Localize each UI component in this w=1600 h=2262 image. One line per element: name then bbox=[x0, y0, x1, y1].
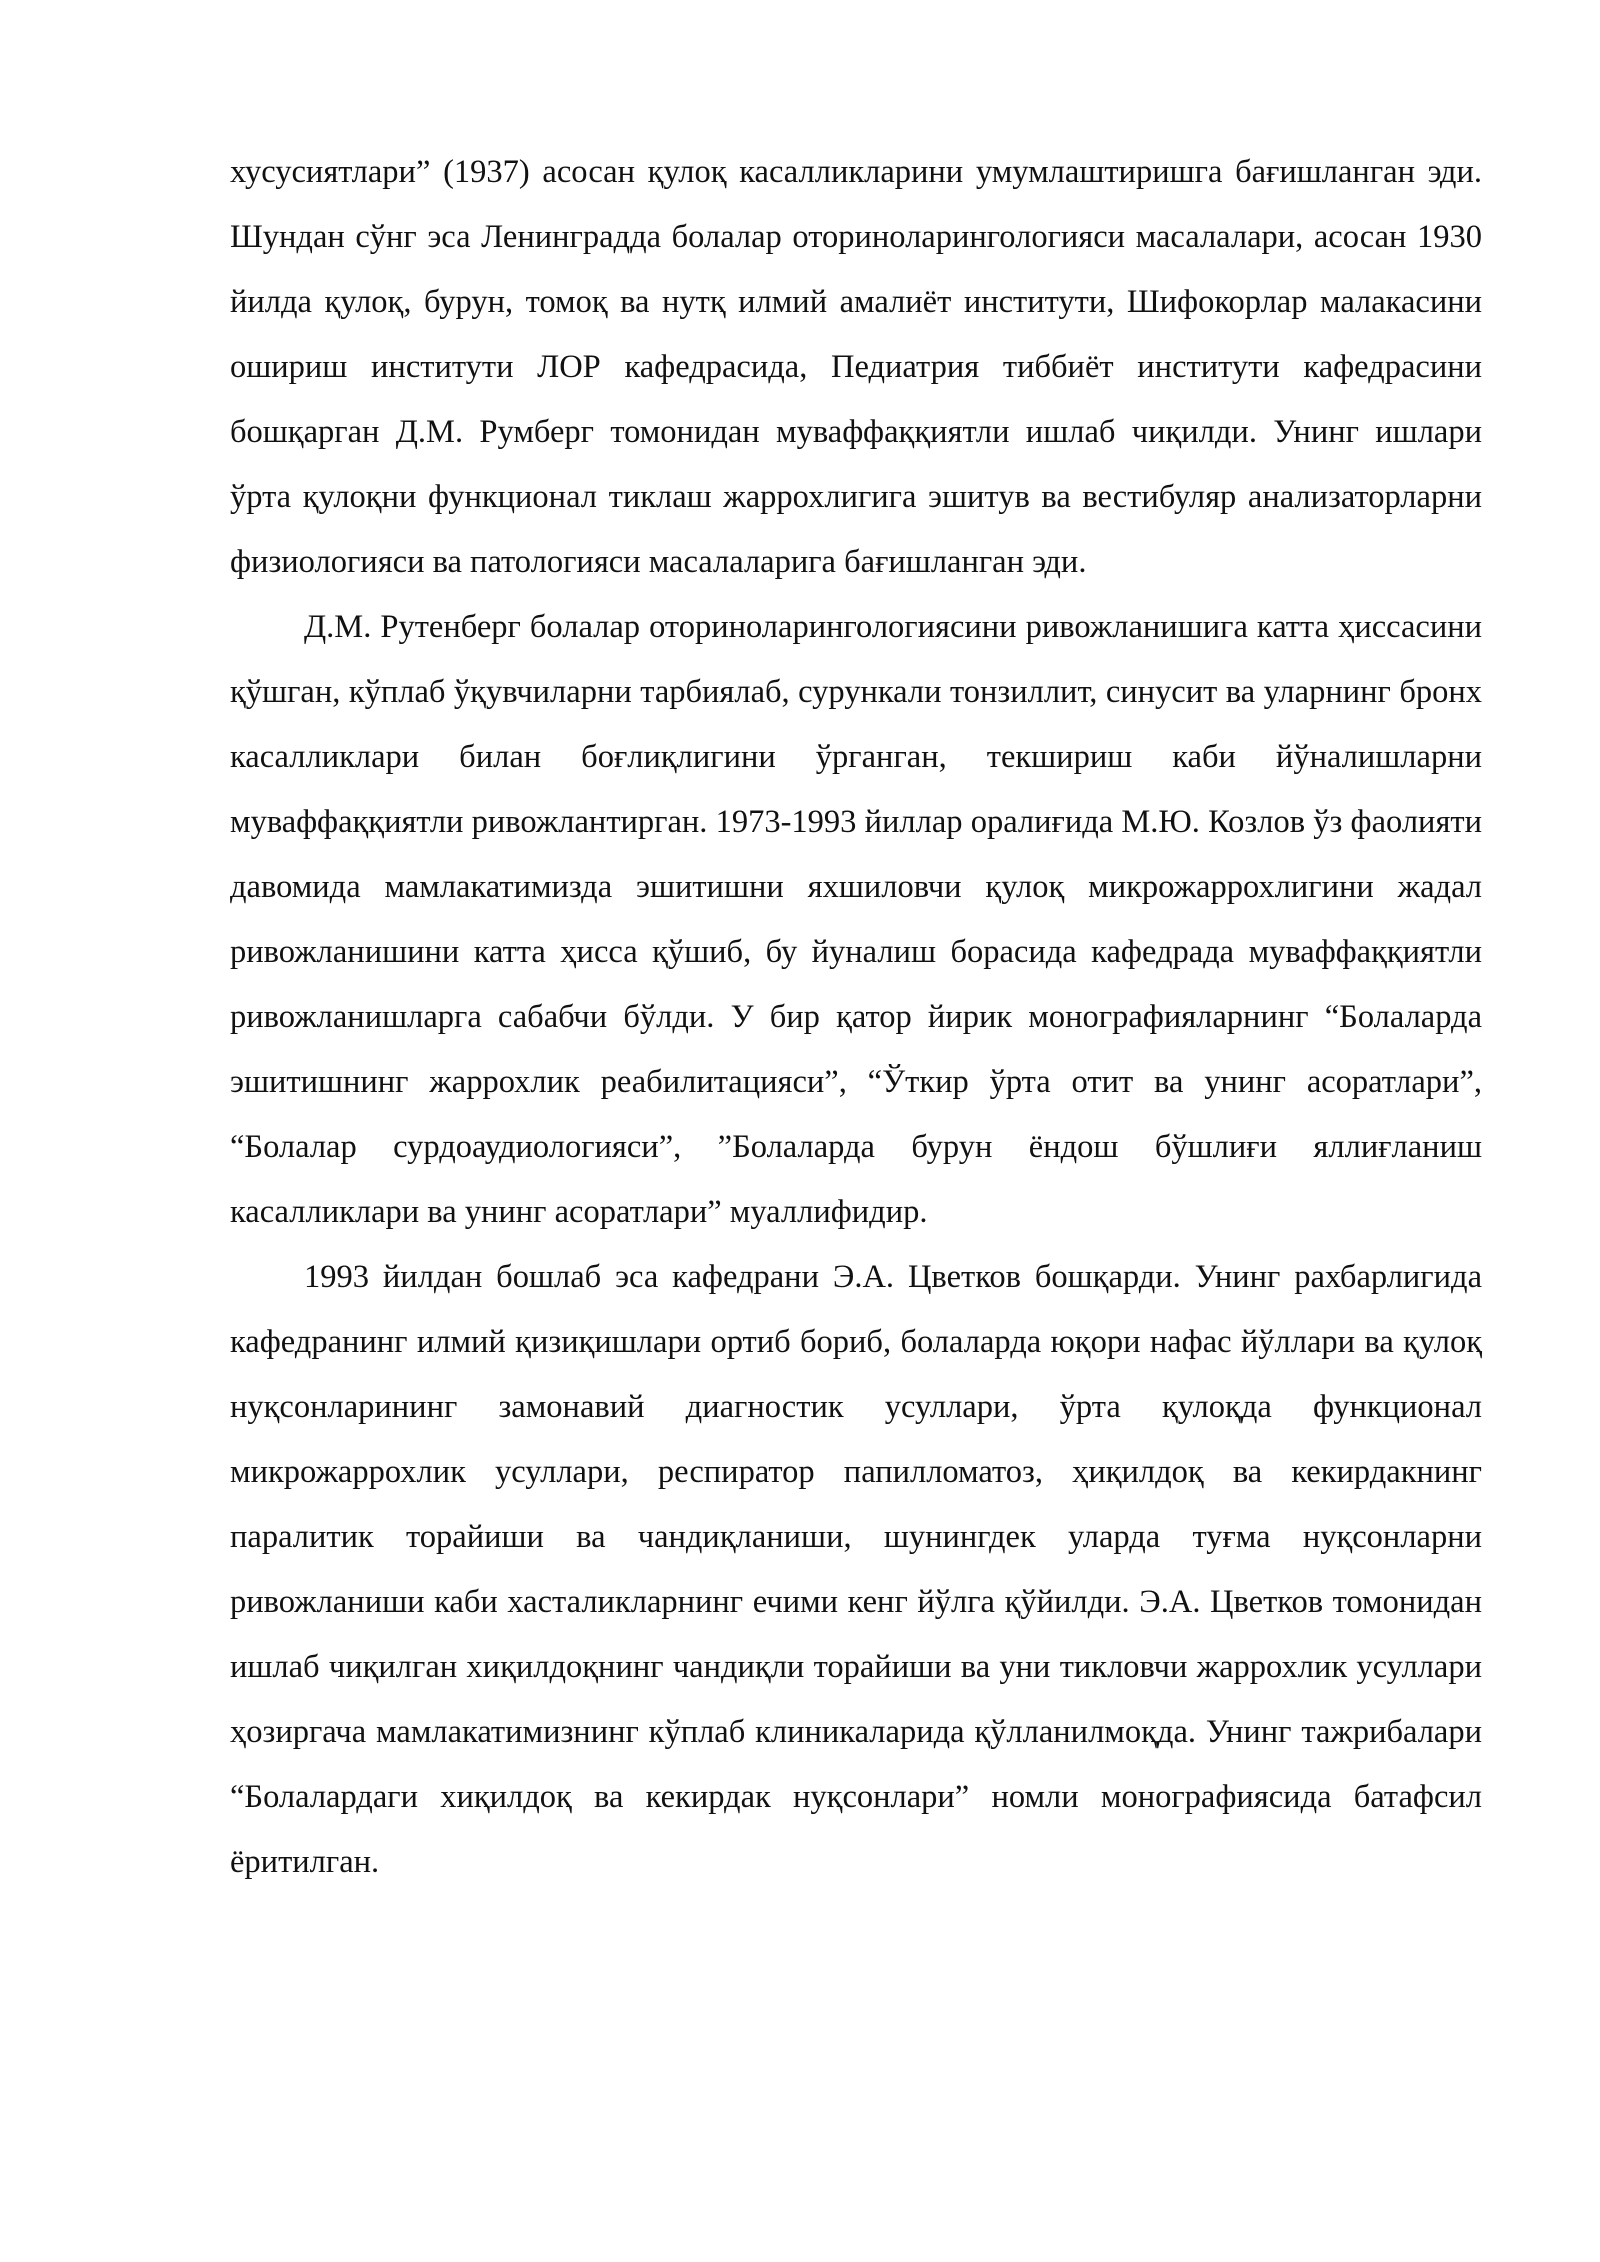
paragraph-3: 1993 йилдан бошлаб эса кафедрани Э.А. Цветков бошқарди. Унинг рахбарлигида кафедранинг илмий қизиқишлари ортиб бориб, болаларда юқори нафас йўллари ва қулоқ нуқсонларининг замонавий диагностик усуллари, ўрта қулоқда функционал микрожаррохлик усуллари, респиратор папилломатоз, ҳиқилдоқ ва кекирдакнинг паралитик торайиши ва чандиқланиши, шунингдек уларда туғма нуқсонларни ривожланиши каби хасталикларнинг ечими кенг йўлга қўйилди. Э.А. Цветков томонидан ишлаб чиқилган хиқилдоқнинг чандиқли торайиши ва уни тикловчи жаррохлик усуллари ҳозиргача мамлакатимизнинг кўплаб клиникаларида қўлланилмоқда. Унинг тажрибалари “Болалардаги хиқилдоқ ва кекирдак нуқсонлари” номли монографиясида батафсил ёритилган. bbox=[230, 1259, 1482, 1880]
paragraph-2: Д.М. Рутенберг болалар оториноларингологиясини ривожланишига катта ҳиссасини қўшган, кўплаб ўқувчиларни тарбиялаб, сурункали тонзиллит, синусит ва уларнинг бронх касалликлари билан боғлиқлигини ўрганган, текшириш каби йўналишларни муваффаққиятли ривожлантирган. 1973-1993 йиллар оралиғида М.Ю. Козлов ўз фаолияти давомида мамлакатимизда эшитишни яхшиловчи қулоқ микрожаррохлигини жадал ривожланишини катта ҳисса қўшиб, бу йуналиш борасида кафедрада муваффаққиятли ривожланишларга сабабчи бўлди. У бир қатор йирик монографияларнинг “Болаларда эшитишнинг жаррохлик реабилитацияси”, “Ўткир ўрта отит ва унинг асоратлари”, “Болалар сурдоаудиологияси”, ”Болаларда бурун ёндош бўшлиғи яллиғланиш касалликлари ва унинг асоратлари” муаллифидир. bbox=[230, 609, 1482, 1230]
document-body bbox=[230, 140, 1482, 1895]
paragraph-1: хусусиятлари” (1937) асосан қулоқ касалликларини умумлаштиришга бағишланган эди. Шундан сўнг эса Ленинградда болалар оториноларингологияси масалалари, асосан 1930 йилда қулоқ, бурун, томоқ ва нутқ илмий амалиёт институти, Шифокорлар малакасини ошириш институти ЛОР кафедрасида, Педиатрия тиббиёт институти кафедрасини бошқарган Д.М. Румберг томонидан муваффаққиятли ишлаб чиқилди. Унинг ишлари ўрта қулоқни функционал тиклаш жаррохлигига эшитув ва вестибуляр анализаторларни физиологияси ва патологияси масалаларига бағишланган эди. bbox=[230, 154, 1482, 580]
